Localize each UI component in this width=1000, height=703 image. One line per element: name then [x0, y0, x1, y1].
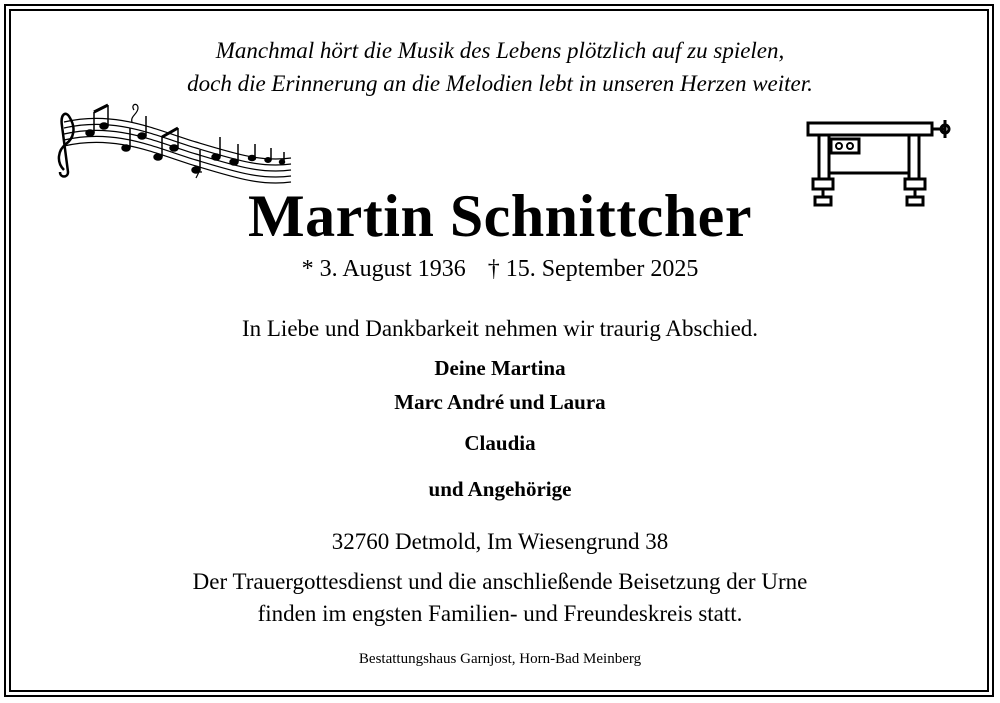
family-member: Marc André und Laura: [394, 390, 606, 414]
undertaker: Bestattungshaus Garnjost, Horn-Bad Meinberg: [358, 651, 642, 667]
birth-date: * 3. August 1936: [301, 256, 466, 282]
family-member: Deine Martina: [434, 356, 566, 380]
service-info-line-1: Der Trauergottesdienst und die anschließende Beisetzung der Urne: [192, 569, 808, 594]
farewell-text: In Liebe und Dankbarkeit nehmen wir traurig Abschied.: [241, 316, 759, 341]
service-info-line-2: finden im engsten Familien- und Freundeskreis statt.: [257, 601, 743, 626]
death-date: † 15. September 2025: [487, 256, 699, 282]
deceased-name: Martin Schnittcher: [248, 183, 752, 249]
music-notes-icon: [46, 100, 296, 185]
address: 32760 Detmold, Im Wiesengrund 38: [331, 529, 669, 554]
quote-line-2: doch die Erinnerung an die Melodien lebt in unseren Herzen weiter.: [187, 71, 813, 96]
family-member: Claudia: [464, 431, 536, 455]
family-member: und Angehörige: [428, 477, 572, 501]
life-dates: [0, 256, 1000, 283]
quote-line-1: Manchmal hört die Musik des Lebens plötzlich auf zu spielen,: [215, 38, 785, 63]
